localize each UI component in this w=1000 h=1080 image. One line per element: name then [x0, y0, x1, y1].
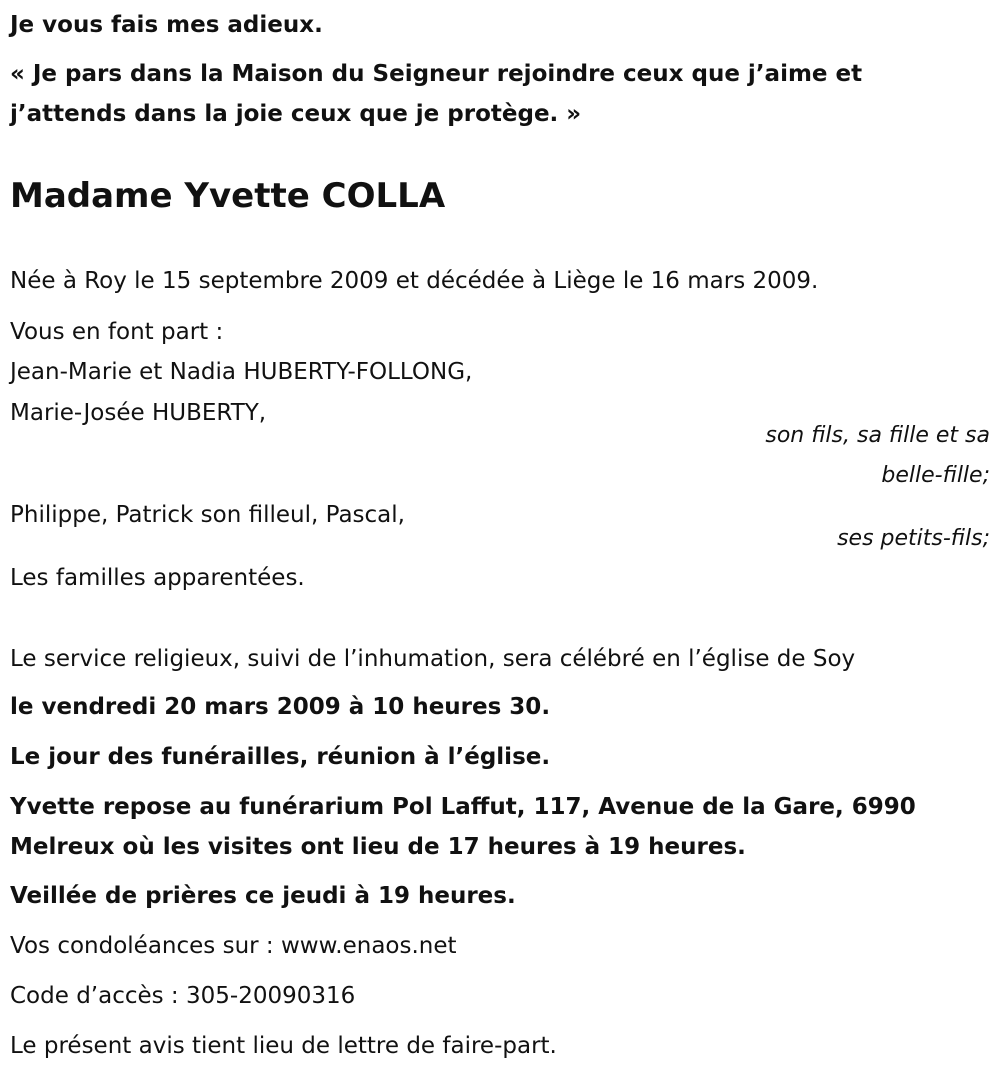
announcer-line-2: Marie-Josée HUBERTY,: [10, 400, 267, 426]
grandchildren-line: Philippe, Patrick son filleul, Pascal,: [10, 502, 405, 528]
service-intro: Le service religieux, suivi de l’inhumation, sera célébré en l’église de Soy: [10, 646, 856, 672]
notice-line: Le présent avis tient lieu de lettre de faire-part.: [10, 1033, 557, 1059]
deceased-name: Madame Yvette COLLA: [10, 176, 446, 216]
vigil-line: Veillée de prières ce jeudi à 19 heures.: [10, 883, 516, 909]
funerarium-line-2: Melreux où les visites ont lieu de 17 heures à 19 heures.: [10, 834, 746, 860]
birth-death-line: Née à Roy le 15 septembre 2009 et décédée à Liège le 16 mars 2009.: [10, 268, 819, 294]
relation-1-line-1: son fils, sa fille et sa: [765, 423, 990, 448]
families-line: Les familles apparentées.: [10, 565, 305, 591]
funeral-meeting: Le jour des funérailles, réunion à l’église.: [10, 744, 551, 770]
quote-line-1: « Je pars dans la Maison du Seigneur rejoindre ceux que j’aime et: [10, 61, 863, 87]
condolences-line: Vos condoléances sur : www.enaos.net: [10, 933, 457, 959]
relation-2: ses petits-fils;: [837, 526, 990, 551]
quote-line-2: j’attends dans la joie ceux que je protège. »: [10, 101, 582, 127]
announcers-intro: Vous en font part :: [10, 319, 224, 345]
access-code-line: Code d’accès : 305-20090316: [10, 983, 356, 1009]
funerarium-line-1: Yvette repose au funérarium Pol Laffut, 117, Avenue de la Gare, 6990: [10, 794, 916, 820]
farewell-text: Je vous fais mes adieux.: [10, 12, 323, 38]
relation-1-line-2: belle-fille;: [881, 463, 990, 488]
announcer-line-1: Jean-Marie et Nadia HUBERTY-FOLLONG,: [10, 359, 473, 385]
service-date: le vendredi 20 mars 2009 à 10 heures 30.: [10, 694, 551, 720]
